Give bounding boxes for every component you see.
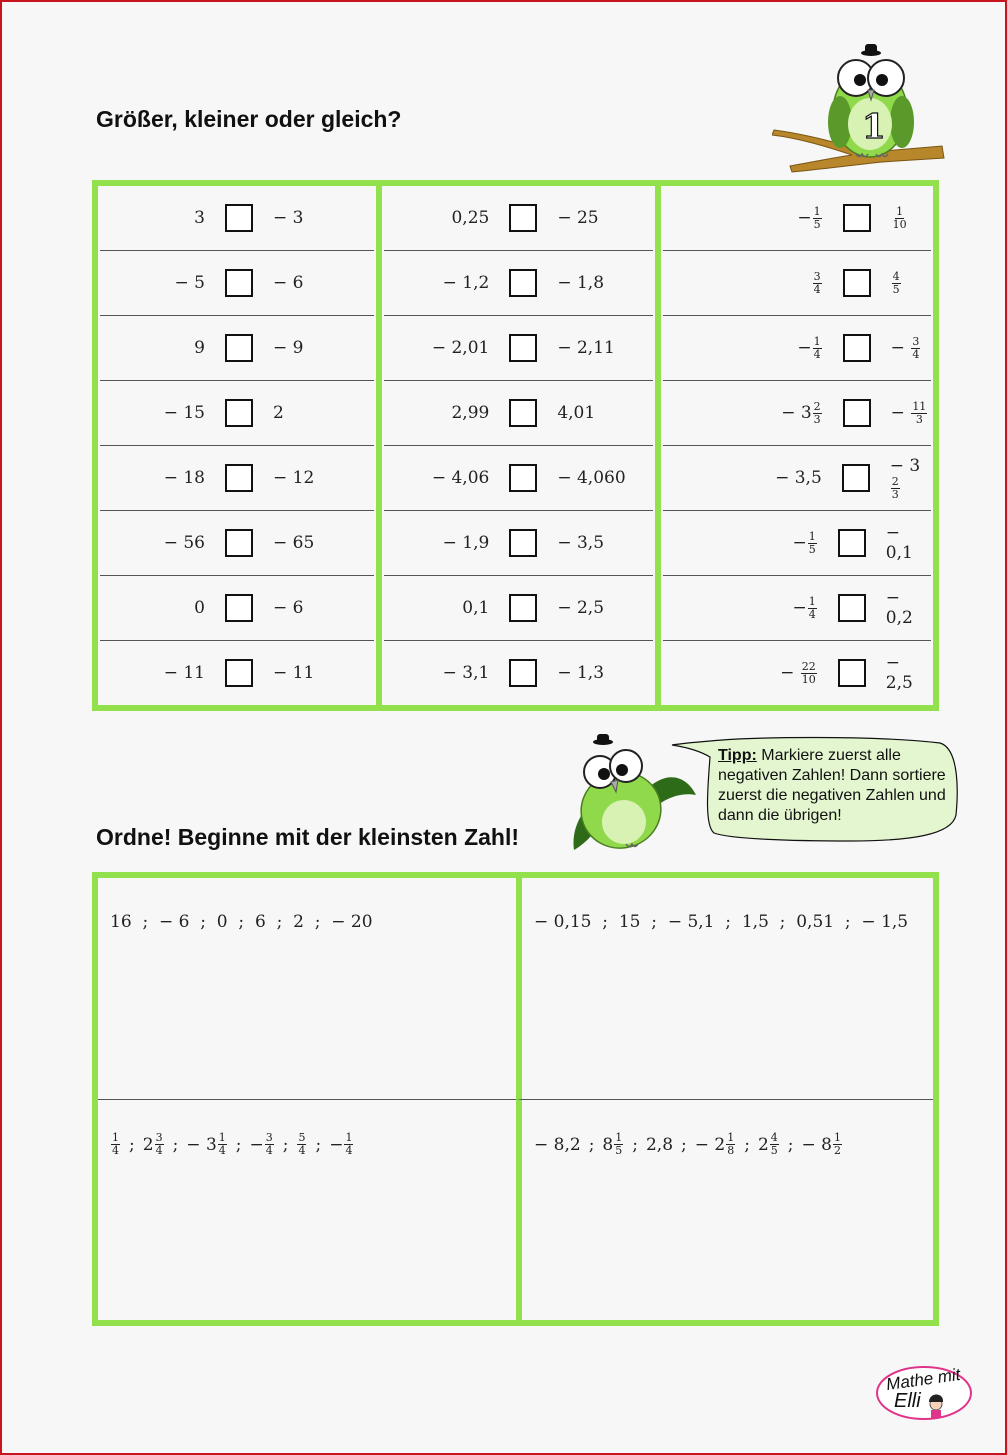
answer-box[interactable]: [225, 464, 253, 492]
comparison-row: [100, 446, 374, 511]
left-value: − 5: [174, 273, 205, 293]
number-sequence: 16 ; − 6 ; 0 ; 6 ; 2 ; − 20: [110, 912, 373, 932]
right-value: − 0,1: [885, 523, 913, 563]
comparison-row: [663, 186, 931, 251]
comparison-row: [384, 316, 652, 381]
left-value: − 18: [163, 468, 205, 488]
right-value: − 2,5: [885, 653, 913, 693]
comparison-row: [384, 511, 652, 576]
svg-text:1: 1: [862, 107, 886, 147]
comparison-row: [100, 641, 374, 705]
answer-box[interactable]: [838, 659, 866, 687]
ordering-cell-3: [98, 1099, 516, 1320]
answer-box[interactable]: [509, 659, 537, 687]
mathe-mit-elli-logo: [874, 1362, 974, 1422]
answer-box[interactable]: [509, 269, 537, 297]
right-value: − 3,5: [557, 533, 605, 553]
left-value: 0: [194, 598, 205, 618]
tip-body: Markiere zuerst alle negativen Zahlen! Dann sortiere zuerst die negativen Zahlen und dann die übrigen!: [718, 747, 946, 824]
left-value: − 3,1: [442, 663, 490, 683]
left-value: − $\frac{1}{4}$: [792, 594, 816, 621]
answer-box[interactable]: [509, 204, 537, 232]
compare-heading: Größer, kleiner oder gleich?: [96, 106, 402, 132]
answer-box[interactable]: [225, 269, 253, 297]
comparison-row: [100, 511, 374, 576]
answer-box[interactable]: [842, 464, 870, 492]
right-value: − 6: [273, 273, 304, 293]
right-value: − 25: [557, 208, 599, 228]
ordering-cell-4: [516, 1099, 933, 1320]
right-value: − 9: [273, 338, 304, 358]
answer-box[interactable]: [509, 399, 537, 427]
comparison-row: [663, 576, 931, 641]
ordering-cell-1: [98, 878, 516, 1099]
right-value: − 2,5: [557, 598, 605, 618]
answer-box[interactable]: [838, 529, 866, 557]
left-value: 2,99: [451, 403, 490, 423]
left-value: − 3,5: [775, 468, 822, 488]
comparison-column-2: [376, 186, 654, 705]
right-value: $\frac{1}{10}$: [892, 204, 907, 231]
owl-on-branch-illustration: [772, 40, 947, 175]
order-heading: Ordne! Beginne mit der kleinsten Zahl!: [96, 824, 520, 850]
answer-box[interactable]: [225, 659, 253, 687]
right-value: 4,01: [557, 403, 596, 423]
comparison-column-3: [655, 186, 933, 705]
comparison-row: [100, 186, 374, 251]
comparison-row: [384, 576, 652, 641]
comparison-row: [100, 316, 374, 381]
answer-box[interactable]: [225, 399, 253, 427]
right-value: − $\frac{11}{3}$: [890, 399, 927, 426]
comparison-row: [384, 446, 652, 511]
comparison-row: [384, 186, 652, 251]
answer-box[interactable]: [509, 334, 537, 362]
comparison-row: [663, 511, 931, 576]
right-value: − 1,8: [557, 273, 605, 293]
left-value: − $\frac{22}{10}$: [780, 659, 816, 686]
mixed-sequence: − 8,2 ; 8 $\frac{1}{5}$ ; 2,8 ; − 2 $\frac{1}{8}$ ; 2 $\frac{4}{5}$ ; − 8 $\frac{1}{2}$: [534, 1131, 841, 1157]
comparison-row: [100, 251, 374, 316]
logo-line-2: Elli: [894, 1390, 921, 1412]
answer-box[interactable]: [843, 399, 871, 427]
left-value: 9: [194, 338, 205, 358]
tip-text: [718, 746, 954, 826]
comparison-row: [663, 316, 931, 381]
left-value: − $\frac{1}{5}$: [797, 204, 821, 231]
right-value: − 3 $\frac{2}{3}$: [889, 455, 921, 501]
tip-speech-bubble: [670, 735, 960, 843]
right-value: − 6: [273, 598, 304, 618]
owl-badge-number: [862, 107, 886, 147]
logo-line-1: Mathe mit: [884, 1364, 962, 1395]
left-value: 0,1: [462, 598, 490, 618]
right-value: 2: [273, 403, 284, 423]
left-value: 3: [194, 208, 205, 228]
comparison-row: [384, 251, 652, 316]
ordering-grid: [92, 872, 939, 1326]
answer-box[interactable]: [838, 594, 866, 622]
comparison-row: [100, 381, 374, 446]
answer-box[interactable]: [509, 529, 537, 557]
ordering-cell-2: [516, 878, 933, 1099]
comparison-row: [663, 641, 931, 705]
answer-box[interactable]: [509, 594, 537, 622]
right-value: − $\frac{3}{4}$: [890, 334, 920, 361]
fraction-sequence: $\frac{1}{4}$ ; 2 $\frac{3}{4}$ ; − 3 $\frac{1}{4}$ ; − $\frac{3}{4}$ ; $\frac{5}{4}$ ; − $\frac{1}{4}$: [112, 1131, 353, 1157]
right-value: − 65: [273, 533, 315, 553]
comparison-row: [100, 576, 374, 641]
answer-box[interactable]: [225, 594, 253, 622]
comparison-row: [663, 251, 931, 316]
comparison-grid: [92, 180, 939, 711]
left-value: − 2,01: [431, 338, 490, 358]
left-value: − 1,2: [442, 273, 490, 293]
right-value: − 11: [273, 663, 315, 683]
right-value: − 4,060: [557, 468, 626, 488]
left-value: − 1,9: [442, 533, 490, 553]
tip-label: Tipp:: [718, 747, 757, 764]
comparison-row: [663, 446, 931, 511]
left-value: − 11: [163, 663, 205, 683]
answer-box[interactable]: [509, 464, 537, 492]
logo-text: [874, 1362, 974, 1422]
left-value: − 4,06: [431, 468, 490, 488]
left-value: − $\frac{1}{5}$: [792, 529, 816, 556]
left-value: 0,25: [451, 208, 490, 228]
right-value: − 3: [273, 208, 304, 228]
left-value: − 56: [163, 533, 205, 553]
right-value: − 1,3: [557, 663, 605, 683]
answer-box[interactable]: [843, 334, 871, 362]
right-value: − 0,2: [885, 588, 913, 628]
comparison-row: [384, 641, 652, 705]
left-value: $\frac{3}{4}$: [813, 269, 821, 296]
comparison-row: [384, 381, 652, 446]
right-value: − 12: [273, 468, 315, 488]
right-value: − 2,11: [557, 338, 615, 358]
left-value: − $\frac{1}{4}$: [797, 334, 821, 361]
right-value: $\frac{4}{5}$: [892, 269, 900, 296]
comparison-row: [663, 381, 931, 446]
answer-box[interactable]: [843, 269, 871, 297]
left-value: − 3 $\frac{2}{3}$: [781, 399, 821, 426]
number-sequence: − 0,15 ; 15 ; − 5,1 ; 1,5 ; 0,51 ; − 1,5: [534, 912, 909, 932]
left-value: − 15: [163, 403, 205, 423]
answer-box[interactable]: [225, 529, 253, 557]
answer-box[interactable]: [225, 204, 253, 232]
answer-box[interactable]: [843, 204, 871, 232]
answer-box[interactable]: [225, 334, 253, 362]
comparison-column-1: [98, 186, 376, 705]
